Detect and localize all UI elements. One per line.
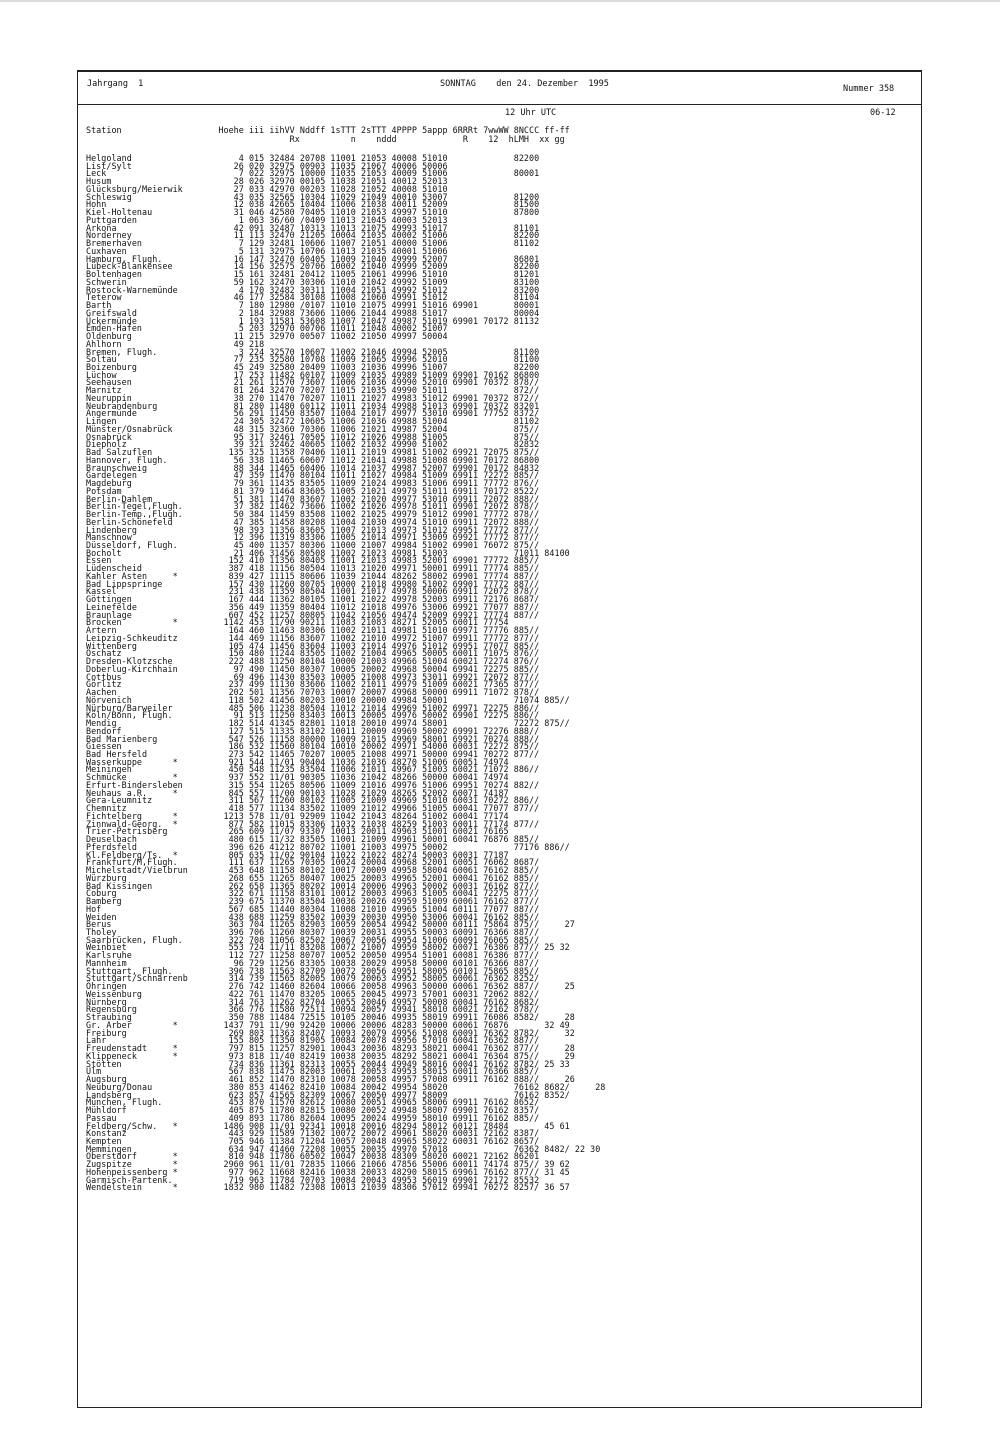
station-row: Boizenburg 45 249 32580 20409 11003 21036 49996 51007 82200 <box>86 361 540 372</box>
column-header-line2: Rx n nddd R 12 hLMH xx gg <box>86 134 565 144</box>
station-row: Oberstdorf * 810 948 11786 60502 10047 20038 48309 58020 60021 72162 86201 <box>86 1151 540 1162</box>
station-row: Neuruppin 38 270 11470 70207 11011 21027 49983 51012 69901 70372 872// <box>86 392 540 403</box>
station-row: Gardelegen 47 359 11470 80104 11011 21027 49984 51009 69911 72272 885// <box>86 470 540 481</box>
column-header-line1: Station Hoehe iii iihVV Nddff 1sTTT 2sTTT 4PPPP 5appp 6RRRt 7wwWW 8NCCC ff-ff <box>86 125 570 135</box>
station-row: Lüdenscheid 387 418 11156 80504 11013 21020 49971 50001 69911 77774 885// <box>86 563 540 574</box>
station-row: Hof 567 685 11440 80304 11008 21010 49965 51004 60111 77077 887// <box>86 903 540 914</box>
station-row: Osnabrück 95 317 32461 70505 11012 21026 49988 51005 875// <box>86 431 540 442</box>
station-row: Bremen, Flugh. 3 224 32570 10607 11002 21046 49994 52005 81100 <box>86 346 540 357</box>
station-row: Doberlug-Kirchhain 97 490 11450 80307 10005 20002 49968 50004 69941 72275 885// <box>86 663 540 674</box>
station-row: Neubrandenburg 81 280 11480 60112 11011 21034 49988 51013 69901 70372 83201 <box>86 400 540 411</box>
station-row: Leipzig-Schkeuditz 144 469 11156 83607 11002 21010 49972 51007 69911 77772 877// <box>86 632 540 643</box>
station-row: Leck 7 022 32975 10000 11035 21053 40009 51006 80001 <box>86 168 540 179</box>
station-row: Zugspitze * 2960 961 11/01 72835 11066 21066 47856 55006 60011 74174 875// 39 62 <box>86 1159 570 1170</box>
station-row: Ückermünde 1 193 11581 53608 11007 21047 49987 51019 69901 70172 81132 <box>86 315 540 326</box>
station-row: Hohn 12 038 42665 10404 11006 21038 40011 52009 81500 <box>86 199 540 210</box>
station-row: Berlin-Temp.,Flugh. 50 384 11459 83508 11002 21025 49979 51012 69901 77772 878// <box>86 509 540 520</box>
station-row: Lüchow 17 253 11482 60107 11009 21035 49989 51009 69901 70162 86800 <box>86 369 540 380</box>
station-row: Kahler Asten * 839 427 11115 80606 11039 21044 48262 58002 69901 77774 887// <box>86 570 540 581</box>
station-row: Diepholz 39 321 32462 40605 11002 21032 49990 51002 82832 <box>86 439 540 450</box>
station-row: Saarbrücken, Flugh. 322 708 11056 82502 10067 20056 49954 51006 60091 76065 885// <box>86 934 540 945</box>
station-row: Cottbus 69 496 11430 83503 10005 21008 49973 53011 69921 72072 877// <box>86 671 540 682</box>
station-row: Göttingen 167 444 11362 80105 11001 21022 49978 52003 69911 72176 8687/ <box>86 594 540 605</box>
station-row: Straubing 350 788 11484 72515 10105 20046 49935 58019 69911 76086 8582/ 28 <box>86 1012 575 1023</box>
station-row: Berlin-Schönefeld 47 385 11458 80208 11004 21030 49974 51010 69911 72072 888// <box>86 516 540 527</box>
station-row: Marnitz 81 264 32470 70207 11015 21035 49990 51011 872// <box>86 385 540 396</box>
station-row: Coburg 322 671 11158 83101 10012 20003 49963 51005 60041 72275 877// <box>86 888 540 899</box>
station-row: Dresden-Klotzsche 222 488 11250 80104 10000 21003 49966 51004 60021 72274 876// <box>86 656 540 667</box>
station-row: Lahr 155 805 11350 81905 10084 20078 49956 57010 60041 76362 887// <box>86 1035 540 1046</box>
station-row: Meiningen 450 548 11235 83504 11006 21011 49967 51003 60021 71072 886// <box>86 764 540 775</box>
station-row: List/Sylt 26 020 32975 00903 11035 21067 40006 50006 <box>86 160 448 171</box>
station-row: Leinefelde 356 449 11359 80404 11012 21018 49976 53006 69921 77077 887// <box>86 601 540 612</box>
station-row: Zinnwald-Georg. * 877 582 11015 83306 11032 21038 48259 51003 60011 77174 877// <box>86 818 540 829</box>
station-row: Lingen 24 305 32472 10605 11006 21036 49988 51004 81102 <box>86 416 540 427</box>
station-row: Greifswald 2 184 32988 73606 11006 21044 49988 51017 80004 <box>86 307 540 318</box>
station-row: Bad Kissingen 262 658 11365 80202 10014 20006 49963 50002 60031 76162 877// <box>86 880 540 891</box>
station-row: Karlsruhe 112 727 11258 80707 10052 20050 49954 51001 60081 76386 877// <box>86 950 540 961</box>
station-row: Giessen 186 532 11560 80104 10010 20002 49971 54000 60031 72272 875// <box>86 741 540 752</box>
station-row: Mendig 182 514 41345 82801 11018 20010 49974 58001 72272 875// <box>86 718 570 729</box>
station-row: Emden-Hafen 5 203 32970 00706 11011 21048 40002 51007 <box>86 323 448 334</box>
station-row: Kempten 705 946 11384 71204 10057 20048 49965 58022 60031 76162 8657/ <box>86 1135 540 1146</box>
scan-edge <box>0 0 1000 2</box>
station-row: Puttgarden 1 063 36/60 /0409 11013 21045 40003 52013 <box>86 214 448 225</box>
station-row: Erfurt-Bindersleben 315 554 11265 80506 11009 21016 49976 51006 69951 70274 882// <box>86 779 540 790</box>
station-row: Nürburg/Barweiler 485 506 11238 80504 11012 21014 49969 51002 69971 72275 886// <box>86 702 540 713</box>
station-row: Aachen 202 501 11356 70703 10007 20007 49968 50000 69911 71072 878// <box>86 687 540 698</box>
station-row: Michelstadt/Vielbrun 453 648 11158 80102 10017 20009 49958 58004 60061 76162 885// <box>86 865 540 876</box>
station-row: Tholey 396 706 11260 80307 10039 20031 49955 50003 60091 76366 887// <box>86 927 540 937</box>
station-row: Stuttgart, Flugh. 396 738 11563 82709 10072 20056 49951 58005 60101 75865 885// <box>86 965 540 976</box>
station-row: Deuselbach 480 615 11/32 83505 11001 21009 49961 50001 60041 76876 885// <box>86 834 540 845</box>
station-row: Berus 363 704 11265 82903 10059 20054 49942 50000 60111 75864 875// 27 <box>86 919 575 930</box>
station-row: Frankfurt/M,Flugh. 111 637 11265 70305 10024 20004 49968 52001 60051 76062 8687/ <box>86 857 540 868</box>
station-row: Kl.Feldberg/Ts. * 805 635 11/02 90104 11022 21022 48274 50003 60031 77187 <box>86 849 509 860</box>
station-row: Garmisch-Partenk. 719 963 11784 70703 10084 20043 49953 56019 69901 72172 85532 <box>86 1174 540 1185</box>
station-row: Potsdam 81 379 11464 83605 11005 21021 49979 51011 69911 70172 8522/ <box>86 485 540 496</box>
station-row: Gera-Leumnitz 311 567 11260 80102 11005 21009 49969 51010 60031 70272 886// <box>86 795 540 806</box>
station-row: Freiburg 269 803 11363 82407 10093 20079 49956 51008 60091 76362 8782/ 32 <box>86 1027 575 1038</box>
station-row: Wittenberg 105 474 11456 83604 11003 21014 49976 51012 69951 77077 885// <box>86 640 540 651</box>
station-row: Freudenstadt * 797 815 11257 82901 10043 20036 48293 58021 60041 76362 877// 28 <box>86 1043 575 1054</box>
station-row: Arkona 42 091 32487 10313 11013 21075 49993 51017 81101 <box>86 222 540 233</box>
station-row: Fichtelberg * 1213 578 11/01 92909 11042 21043 48264 51002 60041 77174 <box>86 810 509 821</box>
station-row: Berlin-Tegel,Flugh. 37 382 11462 73606 11002 21026 49978 51011 69901 72072 878// <box>86 501 540 512</box>
station-row: Lindenberg 98 393 11356 83605 11007 21013 49973 51012 69951 77772 877// <box>86 524 540 535</box>
station-row: Neuhaus a.R. * 845 557 11/00 90103 11028 21029 48265 52002 60071 74187 <box>86 787 509 798</box>
station-row: Bad Salzuflen 135 325 11358 70406 11011 21019 49981 51002 69921 72075 875// <box>86 447 540 458</box>
station-row: Klippeneck * 973 818 11/40 82419 10038 20035 48292 58021 60041 76364 875// 29 <box>86 1050 575 1061</box>
station-row: Düsseldorf, Flugh. 45 400 11357 80306 11000 21007 49984 51002 69901 76072 875// <box>86 540 540 550</box>
period-label: 06-12 <box>870 108 896 118</box>
station-row: Trier-Petrisberg 265 609 11/07 93307 10013 20011 49963 51001 60021 76165 <box>86 826 509 837</box>
station-row: Barth 7 180 12980 /0107 11010 21075 49991 51016 69901 80001 <box>86 300 540 311</box>
station-row: Passau 409 893 11786 82604 10095 20024 49959 58010 69911 76162 885// <box>86 1112 540 1123</box>
station-row: Schleswig 43 035 32565 10304 11029 21049 40010 53007 81200 <box>86 191 540 202</box>
station-row: Hamburg, Flugh. 16 147 32470 60405 11009 21040 49999 52007 86801 <box>86 253 540 264</box>
station-row: Bocholt 21 406 31456 80508 11002 21023 49981 51003 71011 84100 <box>86 547 570 558</box>
utc-label: 12 Uhr UTC <box>505 108 557 118</box>
station-row: Landsberg 623 857 41565 82309 10067 20050 49977 58009 76162 8352/ <box>86 1089 570 1100</box>
station-row: Artern 164 460 11463 80306 11002 21011 49981 51010 69971 77776 885// <box>86 625 540 636</box>
station-row: Schmücke * 937 552 11/01 90305 11036 21042 48266 50000 60041 74974 <box>86 772 509 783</box>
station-row: Neuburg/Donau 380 853 41462 82410 10084 20042 49954 58020 76162 8682/ 28 <box>86 1081 606 1092</box>
jahrgang-label: Jahrgang 1 <box>87 79 144 89</box>
station-row: Norderney 11 113 32470 21205 10004 21035 40002 51006 82200 <box>86 230 540 241</box>
station-row: Augsburg 461 852 11470 82310 10078 20058 49957 57008 69911 76162 888// 26 <box>86 1074 575 1085</box>
station-row: Braunlage 607 452 11257 80805 11042 21056 49474 52009 69921 77774 887// <box>86 609 540 620</box>
station-row: Münster/Osnabrück 48 315 32360 70306 11006 21021 49987 52004 875// <box>86 423 540 434</box>
station-row: Seehausen 21 261 11570 73607 11006 21036 49990 52010 69901 70372 878// <box>86 377 540 388</box>
station-row: Köln/Bonn, Flugh. 91 513 11250 83403 10013 20005 49976 50002 69901 72275 886// <box>86 710 540 721</box>
station-row: Görlitz 237 499 11130 83606 11002 21011 49979 51009 60021 77365 877// <box>86 679 540 690</box>
station-row: Memmingen 634 947 41460 72208 10055 20035 49970 57018 76362 8482/ 22 30 <box>86 1143 601 1154</box>
station-row: Soltau 77 235 32580 10708 11009 21065 49996 52010 81100 <box>86 354 540 365</box>
station-row: Öhringen 276 742 11460 82604 10066 20058 49963 50000 60061 76362 887// 25 <box>86 981 575 992</box>
station-row: Lübeck-Blankensee 14 156 32575 20706 10002 21040 49999 52009 82200 <box>86 261 540 272</box>
station-row: Glücksburg/Meierwik 27 033 42970 00203 11028 21052 40008 51010 <box>86 183 448 194</box>
station-row: Manschnow 12 396 11319 83306 11005 21014 49971 53009 69921 77772 877// <box>86 532 540 543</box>
station-row: Würzburg 268 655 11265 80407 10025 20003 49965 52001 60041 76162 885// <box>86 872 540 883</box>
station-row: Mühldorf 405 875 11780 82815 10080 20052 49948 58007 69901 76162 8357/ <box>86 1105 540 1116</box>
station-row: Wendelstein * 1832 980 11482 72308 10013 21039 48306 57012 69941 70272 8257/ 36 57 <box>86 1182 570 1193</box>
issue-number: Nummer 358 <box>843 84 895 94</box>
station-row: Helgoland 4 015 32484 20708 11001 21053 40008 51010 82200 <box>86 153 540 163</box>
station-row: Berlin-Dahlem 51 381 11470 83607 11002 21020 49977 53010 69911 72072 888// <box>86 493 540 504</box>
station-row: Husum 28 026 32970 00105 11038 21051 40012 52013 <box>86 176 448 187</box>
station-row: Boltenhagen 15 161 32481 20412 11005 21061 49996 51010 81201 <box>86 269 540 280</box>
station-row: Magdeburg 79 361 11435 83505 11009 21024 49983 51006 69911 77772 876// <box>86 478 540 489</box>
station-row: Hannover, Flugh. 56 338 11465 60607 11012 21041 49988 51008 69901 70172 86800 <box>86 454 540 465</box>
station-row: Kiel-Holtenau 31 046 42580 70405 11010 21053 49997 51010 87800 <box>86 207 540 218</box>
station-row: Braunschweig 88 344 11465 60406 11014 21037 49987 52007 69901 70172 84832 <box>86 462 540 473</box>
issue-date: SONNTAG den 24. Dezember 1995 <box>440 79 609 89</box>
station-row: Chemnitz 418 577 11134 83502 11009 21012 49966 51005 60041 77077 877// <box>86 803 540 814</box>
station-row: Teterow 46 177 32584 30108 11008 21060 49991 51012 81104 <box>86 292 540 303</box>
station-row: Essen 152 410 11356 80405 11001 21013 49983 52001 69901 77772 885// <box>86 555 540 566</box>
station-row: Weissenburg 422 761 11470 83205 10065 20045 49973 57001 60031 72062 882// <box>86 988 540 999</box>
station-row: Schwerin 59 162 32470 30306 11010 21042 49992 51009 83100 <box>86 276 540 287</box>
station-row: Cuxhaven 5 131 32975 10706 11013 21035 40001 51006 <box>86 245 448 256</box>
station-row: Regensburg 366 776 11580 72511 10094 20057 49941 58010 60021 72162 878// <box>86 1004 540 1015</box>
station-row: Weinbiet 553 724 11/11 83208 10072 21007 49959 58002 60071 76386 877// 25 32 <box>86 942 570 953</box>
station-row: Bendorf 127 515 11335 83102 10011 20009 49969 50002 69991 72276 888// <box>86 725 540 736</box>
station-row: Bad Marienberg 547 526 11158 80000 11009 21015 49969 58001 69921 70274 888// <box>86 733 540 744</box>
station-row: Oldenburg 11 215 32970 00507 11002 21050 49997 50004 <box>86 331 448 342</box>
station-row: Bad Hersfeld 273 542 11465 70207 10005 21008 49971 50000 69941 70272 877// <box>86 748 540 759</box>
station-row: Wasserkuppe * 921 544 11/01 90404 11036 21036 48270 51006 60051 74974 <box>86 756 509 767</box>
station-row: Rostock-Warnemünde 4 170 32482 30311 11004 21051 49992 51012 83200 <box>86 284 540 295</box>
station-row: Brocken * 1142 453 11/90 90211 11083 21083 48271 52005 60011 77754 <box>86 617 509 628</box>
station-row: Pferdsfeld 396 626 41212 80702 11001 21003 49975 50002 77176 886// <box>86 841 570 852</box>
station-row: Bad Lippspringe 157 430 11260 80705 10000 21018 49980 51002 69901 77772 887// <box>86 578 540 589</box>
station-row: Mannheim 96 729 11256 83305 10038 20029 49958 50000 60101 76366 887// <box>86 957 540 968</box>
station-row: Stuttgart/Schnarrenb 314 739 11565 82005 10079 20063 49952 58005 60061 76362 8252/ <box>86 973 540 984</box>
station-row: Angermünde 56 291 11450 83507 11004 21017 49977 53010 69901 77752 8372/ <box>86 408 540 419</box>
station-row: München, Flugh. 453 870 11570 82612 10080 20051 49965 58006 69911 76162 8652/ <box>86 1097 540 1108</box>
station-row: Ulm 567 838 11475 82003 10061 20053 49953 58015 60011 76366 885// <box>86 1066 540 1077</box>
station-row: Weiden 438 688 11259 83502 10039 20030 49950 53006 60041 76162 885// <box>86 911 540 922</box>
station-row: Nörvenich 118 502 41456 80203 10010 20000 49984 50001 71074 885// <box>86 694 570 705</box>
station-row: Oschatz 150 480 11244 83505 11002 21004 49965 50005 60011 71075 876// <box>86 648 540 659</box>
station-row: Bremerhaven 7 129 32481 10606 11007 21051 40000 51006 81102 <box>86 238 540 249</box>
station-row: Nürnberg 314 763 11262 82704 10055 20046 49957 50008 60041 76162 8682/ <box>86 996 540 1007</box>
station-row: Konstanz 443 929 11589 71302 10072 20072 49961 58020 60031 72162 8387/ <box>86 1128 540 1139</box>
station-row: Gr. Arber * 1437 791 11/90 92420 10006 20006 48283 50000 60061 76876 32 49 <box>86 1019 570 1030</box>
station-row: Hohenpeissenberg * 977 962 11668 82416 10038 20033 48290 58015 69961 76162 877// 31 45 <box>86 1166 570 1177</box>
station-row: Feldberg/Schw. * 1486 908 11/01 92341 10018 20016 48294 58012 60121 78484 45 61 <box>86 1120 570 1131</box>
station-row: Kassel 231 438 11359 80504 11001 21017 49978 50006 69911 72072 878// <box>86 586 540 597</box>
station-row: Ahlhorn 49 218 <box>86 338 265 349</box>
station-row: Bamberg 239 675 11370 83504 10036 20026 49959 51009 60061 76162 877// <box>86 896 540 907</box>
station-row: Stötten 734 836 11361 82313 10055 20044 49949 58016 60041 76162 8782/ 25 33 <box>86 1058 570 1069</box>
